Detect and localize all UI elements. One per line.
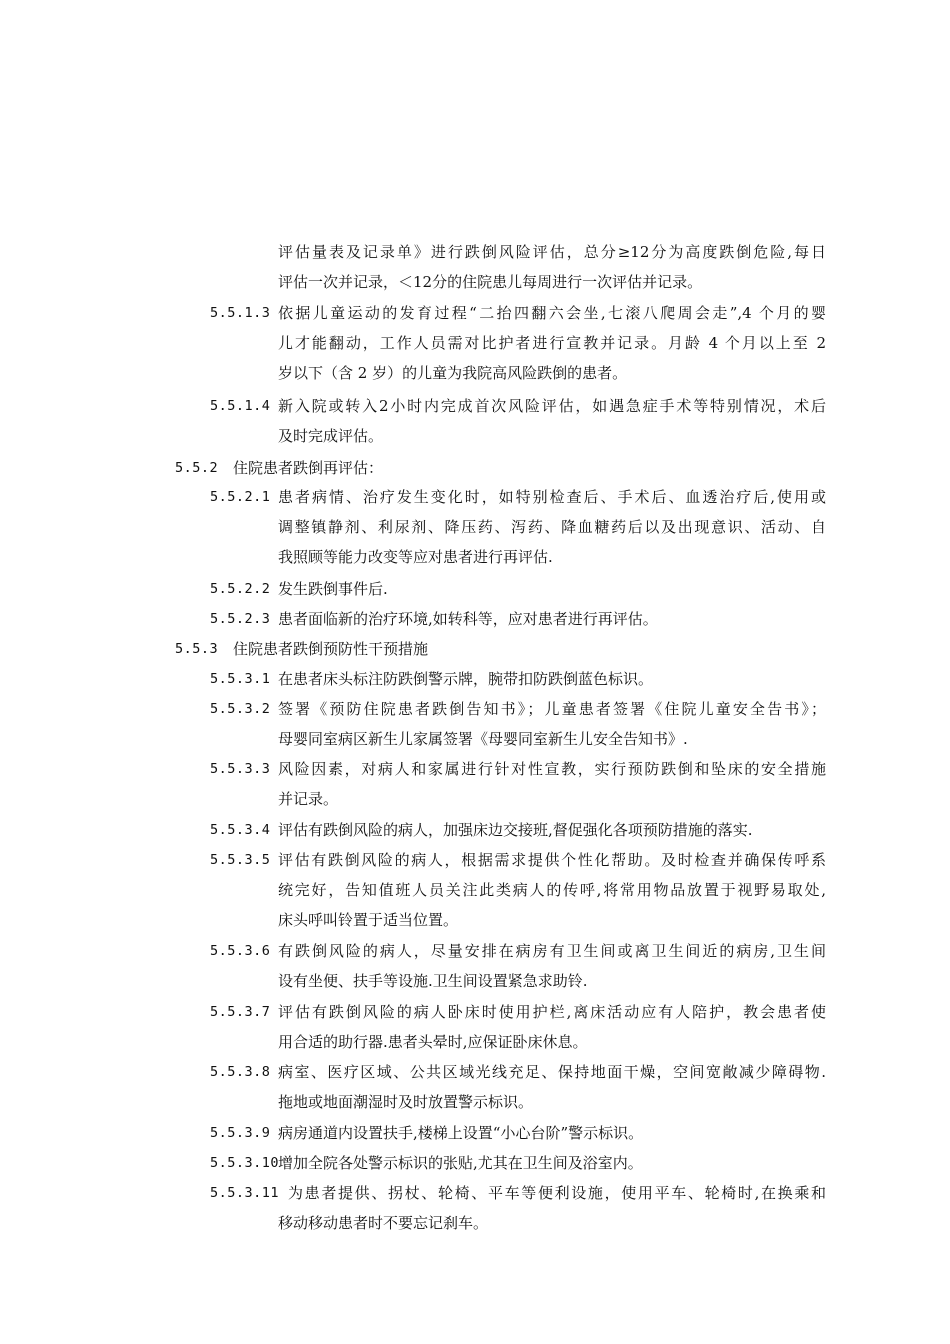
- text-line: 评估量表及记录单》进行跌倒风险评估，总分≥12分为高度跌倒危险,每日: [278, 243, 826, 261]
- clause-number: 5.5.2.2: [210, 581, 271, 597]
- text-line: 依据儿童运动的发育过程“二抬四翻六会坐,七滚八爬周会走”,4 个月的婴: [278, 304, 826, 322]
- text-line: 并记录。: [278, 790, 339, 808]
- text-line: 病房通道内设置扶手,楼梯上设置“小心台阶”警示标识。: [278, 1124, 644, 1142]
- clause-5-5-3-11: [210, 1178, 826, 1238]
- text-line: 评估有跌倒风险的病人，根据需求提供个性化帮助。及时检查并确保传呼系: [278, 851, 826, 869]
- clause-5-5-1-4: [210, 391, 826, 451]
- clause-number: 5.5.3.8: [210, 1064, 271, 1080]
- text-line: 床头呼叫铃置于适当位置。: [278, 911, 459, 929]
- text-line: 发生跌倒事件后.: [278, 580, 388, 598]
- text-line: 风险因素，对病人和家属进行针对性宣教，实行预防跌倒和坠床的安全措施: [278, 760, 826, 778]
- clause-number: 5.5.1.4: [210, 398, 271, 414]
- text-line: 评估有跌倒风险的病人卧床时使用护栏,离床活动应有人陪护，教会患者使: [278, 1003, 826, 1021]
- section-title: 住院患者跌倒再评估：: [233, 459, 384, 477]
- clause-5-5-3-9: [210, 1118, 826, 1148]
- clause-number: 5.5.3.4: [210, 822, 271, 838]
- clause-5-5-2-3: [210, 604, 826, 634]
- clause-5-5-3-1: [210, 664, 826, 694]
- text-line: 评估有跌倒风险的病人，加强床边交接班,督促强化各项预防措施的落实.: [278, 821, 753, 839]
- clause-5-5-3-7: [210, 997, 826, 1057]
- section-number: 5.5.2: [175, 460, 219, 476]
- clause-5-5-3-6: [210, 936, 826, 996]
- clause-number: 5.5.3.9: [210, 1125, 271, 1141]
- text-line: 患者面临新的治疗环境,如转科等，应对患者进行再评估。: [278, 610, 658, 628]
- text-line: 母婴同室病区新生儿家属签署《母婴同室新生儿安全告知书》.: [278, 730, 688, 748]
- text-line: 在患者床头标注防跌倒警示牌，腕带扣防跌倒蓝色标识。: [278, 670, 654, 688]
- clause-number: 5.5.3.3: [210, 761, 271, 777]
- section-5-5-2-heading: [175, 453, 826, 483]
- text-line: 调整镇静剂、利尿剂、降压药、泻药、降血糖药后以及出现意识、活动、自: [278, 518, 826, 536]
- text-line: 有跌倒风险的病人，尽量安排在病房有卫生间或离卫生间近的病房,卫生间: [278, 942, 826, 960]
- text-line: 评估一次并记录，＜12分的住院患儿每周进行一次评估并记录。: [278, 273, 703, 291]
- text-line: 病室、医疗区域、公共区域光线充足、保持地面干燥，空间宽敞减少障碍物.: [278, 1063, 826, 1081]
- continuation-paragraph: [278, 237, 826, 297]
- clause-5-5-3-3: [210, 754, 826, 814]
- clause-number: 5.5.3.5: [210, 852, 271, 868]
- text-line: 统完好，告知值班人员关注此类病人的传呼,将常用物品放置于视野易取处,: [278, 881, 826, 899]
- clause-5-5-2-2: [210, 574, 826, 604]
- clause-5-5-3-4: [210, 815, 826, 845]
- text-line: 设有坐便、扶手等设施.卫生间设置紧急求助铃.: [278, 972, 588, 990]
- clause-number: 5.5.3.10: [210, 1155, 280, 1171]
- clause-number: 5.5.2.3: [210, 611, 271, 627]
- clause-number: 5.5.1.3: [210, 305, 271, 321]
- clause-number: 5.5.3.7: [210, 1004, 271, 1020]
- clause-5-5-3-10: [210, 1148, 826, 1178]
- section-number: 5.5.3: [175, 641, 219, 657]
- section-title: 住院患者跌倒预防性干预措施: [233, 640, 429, 658]
- clause-5-5-3-5: [210, 845, 826, 935]
- clause-number: 5.5.2.1: [210, 489, 271, 505]
- clause-5-5-2-1: [210, 482, 826, 572]
- text-line: 我照顾等能力改变等应对患者进行再评估.: [278, 548, 553, 566]
- clause-5-5-3-8: [210, 1057, 826, 1117]
- text-line: 增加全院各处警示标识的张贴,尤其在卫生间及浴室内。: [278, 1154, 643, 1172]
- text-line: 儿才能翻动，工作人员需对比护者进行宣教并记录。月龄 4 个月以上至 2: [278, 334, 826, 352]
- text-line: 签署《预防住院患者跌倒告知书》；儿童患者签署《住院儿童安全告书》；: [278, 700, 826, 718]
- text-line: 拖地或地面潮湿时及时放置警示标识。: [278, 1093, 534, 1111]
- clause-number: 5.5.3.2: [210, 701, 271, 717]
- text-line: 及时完成评估。: [278, 427, 384, 445]
- clause-number: 5.5.3.11: [210, 1185, 280, 1201]
- text-line: 岁以下（含 2 岁）的儿童为我院高风险跌倒的患者。: [278, 364, 628, 382]
- clause-number: 5.5.3.6: [210, 943, 271, 959]
- clause-5-5-1-3: [210, 298, 826, 388]
- section-5-5-3-heading: [175, 634, 826, 664]
- text-line: 用合适的助行器.患者头晕时,应保证卧床休息。: [278, 1033, 588, 1051]
- text-line: 为患者提供、拐杖、轮椅、平车等便利设施，使用平车、轮椅时,在换乘和: [288, 1184, 826, 1202]
- text-line: 新入院或转入2小时内完成首次风险评估，如遇急症手术等特别情况，术后: [278, 397, 826, 415]
- text-line: 移动移动患者时不要忘记刹车。: [278, 1214, 489, 1232]
- clause-number: 5.5.3.1: [210, 671, 271, 687]
- text-line: 患者病情、治疗发生变化时，如特别检查后、手术后、血透治疗后,使用或: [278, 488, 826, 506]
- clause-5-5-3-2: [210, 694, 826, 754]
